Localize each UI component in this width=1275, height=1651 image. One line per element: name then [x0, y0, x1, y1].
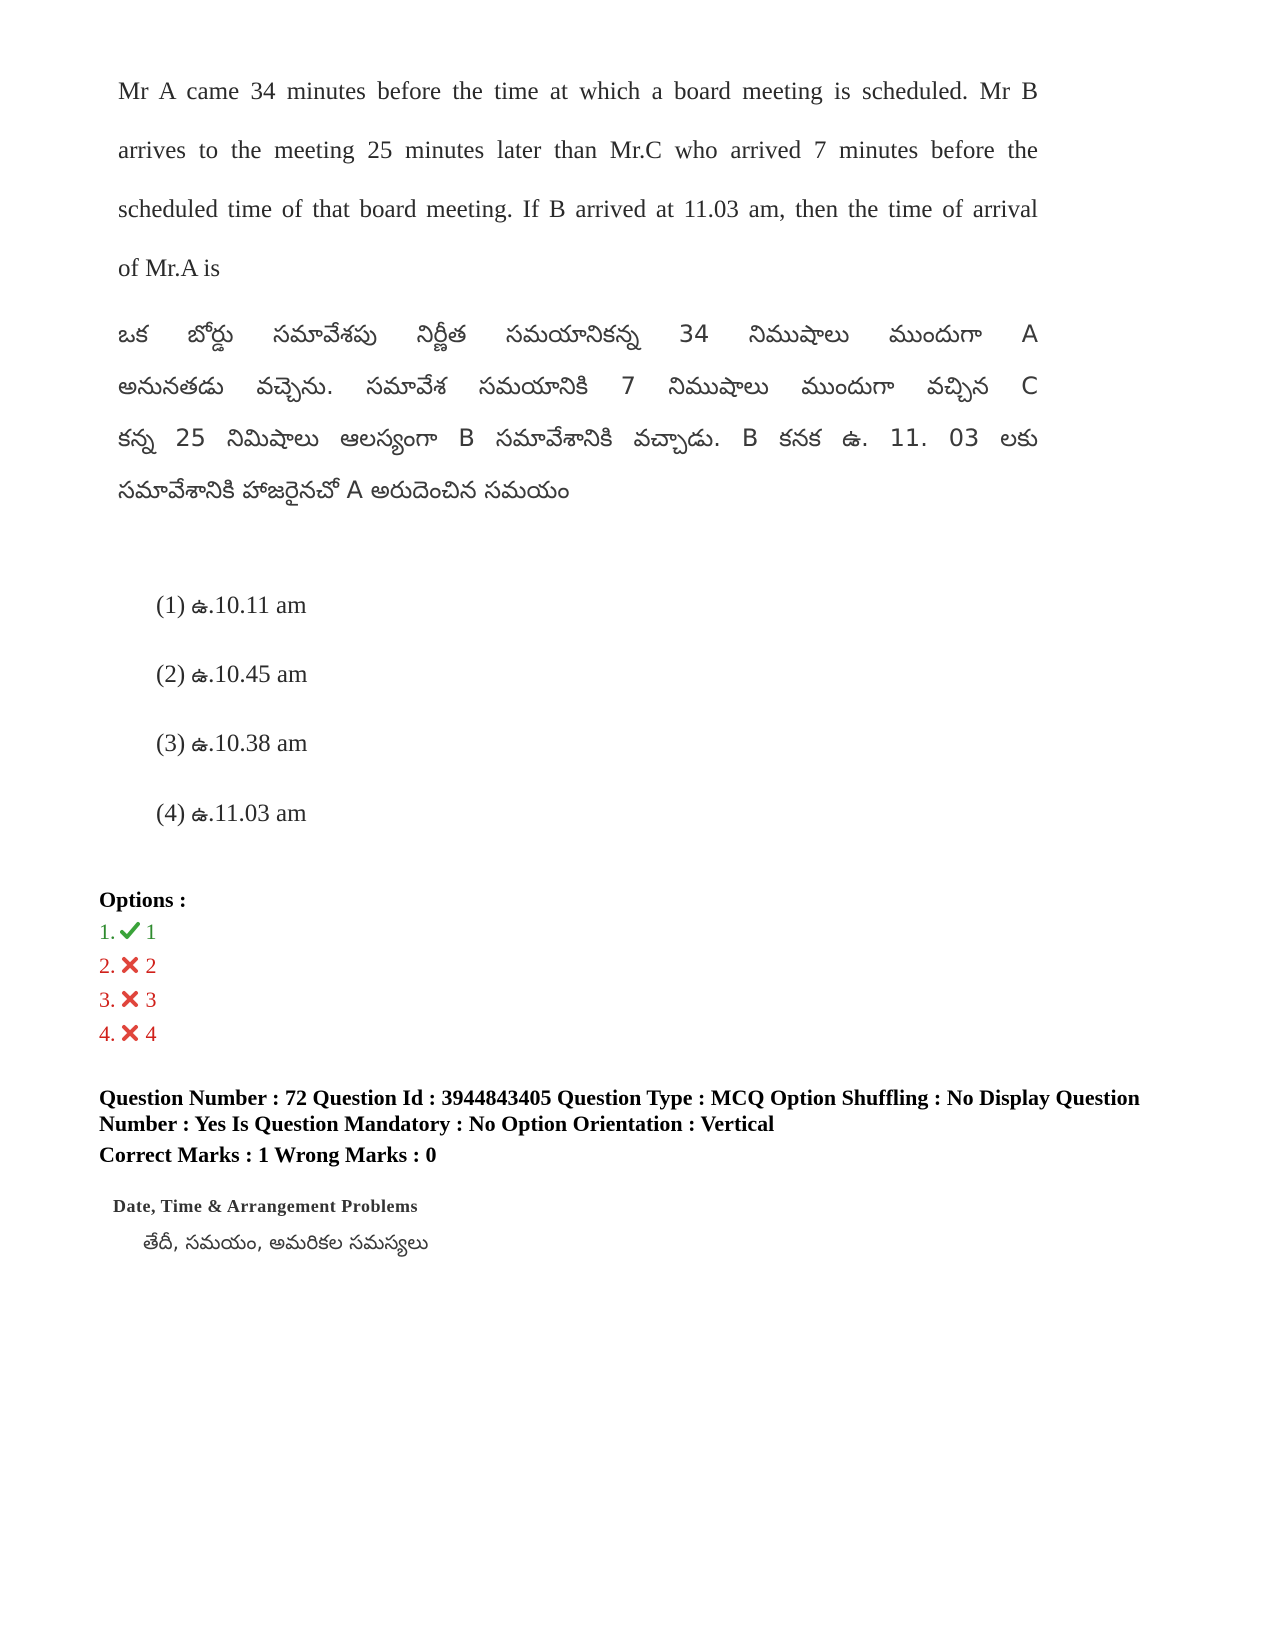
choice-2 — [156, 661, 307, 693]
choice-prefix: ఉ — [191, 594, 209, 618]
question-meta-line: Number : Yes Is Question Mandatory : No Option Orientation : Vertical — [99, 1111, 775, 1136]
topic-telugu: తేదీ, సమయం, అమరికల సమస్యలు — [143, 1230, 429, 1254]
choice-1 — [156, 592, 307, 624]
choice-prefix: ఉ — [191, 663, 209, 687]
choice-time: .11.03 am — [208, 800, 307, 827]
option-item — [99, 987, 157, 1013]
choice-prefix: ఉ — [191, 732, 209, 756]
choice-3 — [156, 730, 307, 762]
option-item — [99, 953, 157, 979]
option-value: 2 — [145, 953, 157, 978]
choice-time: .10.45 am — [208, 661, 308, 688]
question-text-english-line: Mr A came 34 minutes before the time at which a board meeting is scheduled. Mr B — [118, 78, 1038, 105]
marks-line: Correct Marks : 1 Wrong Marks : 0 — [99, 1142, 437, 1167]
option-value: 4 — [145, 1021, 157, 1046]
question-text-telugu-line: ఒక బోర్డు సమావేశపు నిర్ణీత సమయానికన్న 34 నిముషాలు ముందుగా A — [118, 320, 1038, 348]
choice-time: .10.11 am — [208, 592, 307, 619]
choice-number: (2) — [156, 661, 186, 688]
choice-number: (3) — [156, 730, 186, 757]
topic-english: Date, Time & Arrangement Problems — [113, 1196, 418, 1216]
option-index: 4. — [99, 1021, 116, 1046]
option-index: 3. — [99, 987, 116, 1012]
check-icon — [120, 921, 140, 941]
choice-number: (1) — [156, 592, 186, 619]
option-value: 1 — [145, 919, 157, 944]
question-text-telugu-line: అనునతడు వచ్చెను. సమావేశ సమయానికి 7 నిముషాలు ముందుగా వచ్చిన C — [118, 372, 1038, 400]
option-item — [99, 919, 157, 945]
option-item — [99, 1021, 157, 1047]
cross-icon — [120, 1023, 140, 1043]
cross-icon — [120, 955, 140, 975]
choice-number: (4) — [156, 800, 186, 827]
choice-4 — [156, 800, 307, 832]
option-value: 3 — [145, 987, 157, 1012]
option-index: 1. — [99, 919, 116, 944]
question-text-english-line: of Mr.A is — [118, 255, 221, 282]
question-meta-line: Question Number : 72 Question Id : 3944843405 Question Type : MCQ Option Shuffling : No Display Question — [99, 1085, 1140, 1110]
choice-prefix: ఉ — [191, 802, 209, 826]
options-heading: Options : — [99, 887, 187, 912]
question-text-english-line: scheduled time of that board meeting. If B arrived at 11.03 am, then the time of arrival — [118, 196, 1038, 223]
question-text-telugu-line: కన్న 25 నిమిషాలు ఆలస్యంగా B సమావేశానికి వచ్చాడు. B కనక ఉ. 11. 03 లకు — [118, 424, 1038, 452]
cross-icon — [120, 989, 140, 1009]
question-text-telugu-line: సమావేశానికి హాజరైనచో A అరుదెంచిన సమయం — [118, 476, 570, 504]
question-text-english-line: arrives to the meeting 25 minutes later than Mr.C who arrived 7 minutes before the — [118, 137, 1038, 164]
option-index: 2. — [99, 953, 116, 978]
choice-time: .10.38 am — [208, 730, 308, 757]
